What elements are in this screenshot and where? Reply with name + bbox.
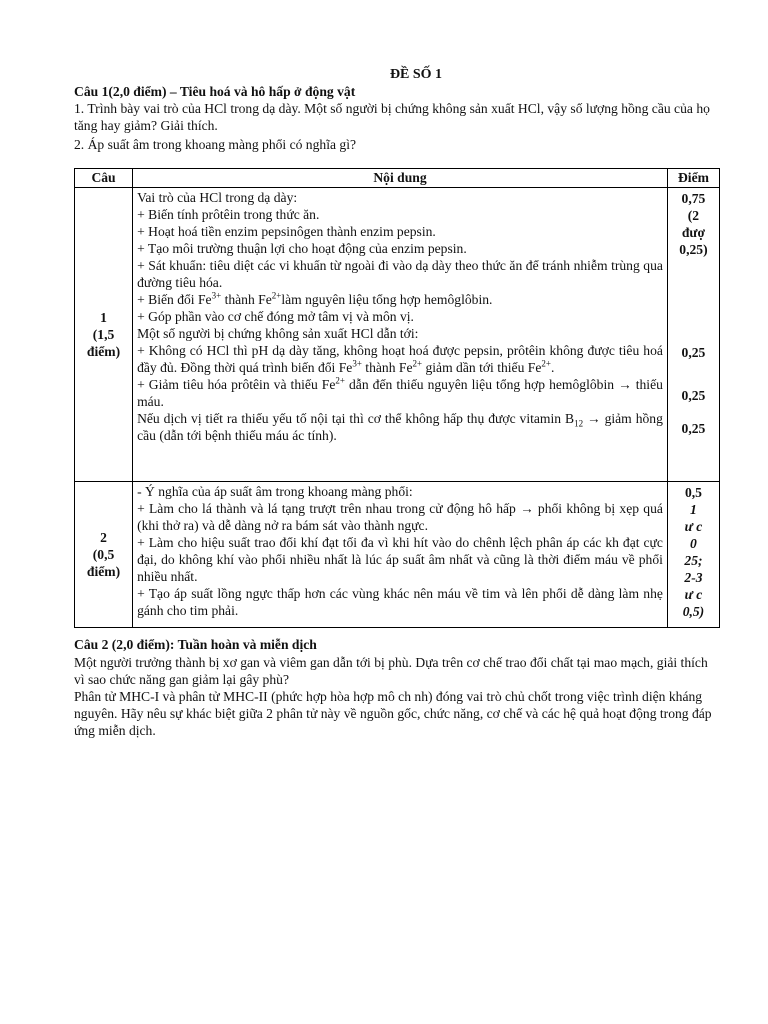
score-value: 0 [690, 536, 697, 551]
row2-content [133, 482, 668, 628]
score-value: 1 [690, 502, 697, 517]
score-value: ư c [684, 587, 703, 602]
content-line: + Góp phần vào cơ chế đóng mở tâm vị và môn vị. [137, 309, 414, 324]
score-value: 0,25 [681, 421, 706, 436]
row1-cau: 1 (1,5 điểm) [75, 188, 133, 482]
content-line: + Giảm tiêu hóa prôtêin và thiếu $Fe^{2+}$ dẫn đến thiếu nguyên liệu tổng hợp hemôglôbin → thiếu máu. [137, 375, 663, 409]
content-line: + Hoạt hoá tiền enzim pepsinôgen thành enzim pepsin. [137, 224, 436, 239]
question2-paragraph1: Một người trưởng thành bị xơ gan và viêm gan dẫn tới bị phù. Dựa trên cơ chế trao đổi chất tại mao mạch, giải thích vì sao chức năng gan giảm lại gây phù? [74, 655, 708, 687]
row2-diem [667, 482, 719, 628]
score-value: ư c [684, 519, 703, 534]
content-line: Một số người bị chứng không sản xuất HCl dẫn tới: [137, 326, 419, 341]
row2-cau: 2 (0,5 điểm) [75, 482, 133, 628]
row1-diem [667, 188, 719, 482]
content-line: + Làm cho lá thành và lá tạng trượt trên nhau trong cử động hô hấp → phổi không bị xẹp quá (khi thở ra) và dễ dàng nở ra bám sát vào thành ngực. [137, 501, 663, 533]
content-line: + Không có HCl thì pH dạ dày tăng, không hoạt hoá được pepsin, prôtêin không được tiêu hoá đầy đủ. Đồng thời quá trình biến đổi $Fe^{3+}$ thành $Fe^{2+}$ giảm dần tới thiếu $Fe^{2+}$. [137, 343, 663, 375]
score-value: 2-3 [684, 570, 703, 585]
score-value: 0,25 [681, 388, 706, 403]
score-value: đượ [681, 225, 706, 240]
score-value: (2 [687, 208, 700, 223]
score-value: 0,25 [681, 345, 706, 360]
question2-paragraph2: Phân tử MHC-I và phân tử MHC-II (phức hợp hòa hợp mô ch nh) đóng vai trò chủ chốt trong việc trình diện kháng nguyên. Hãy nêu sự khác biệt giữa 2 phân tử này về nguồn gốc, chức năng, cơ chế và các hệ quả hoạt động trong đáp ứng miễn dịch. [74, 689, 712, 738]
score-value: 0,25) [679, 242, 708, 257]
header-diem: Điểm [667, 169, 719, 188]
content-line: + Làm cho hiệu suất trao đổi khí đạt tối đa vì khi hít vào do chênh lệch phân áp các kh đạt cực đại, do không khí vào phổi nhiều nhất là lúc áp suất âm nhất và cũng là thời điểm máu về phổi nhiều nhất. [137, 535, 663, 584]
score-value: 0,75 [681, 191, 706, 206]
content-line: Vai trò của HCl trong dạ dày: [137, 190, 298, 205]
score-value: 0,5 [684, 485, 702, 500]
question1-item1: 1. Trình bày vai trò của HCl trong dạ dày. Một số người bị chứng không sản xuất HCl, vậy số lượng hồng cầu của họ tăng hay giảm? Giải thích. [74, 101, 710, 133]
content-line: + Tạo áp suất lồng ngực thấp hơn các vùng khác nên máu về tim và lên phổi dễ dàng làm nhẹ gánh cho tim phải. [137, 586, 663, 618]
content-line: + Biến tính prôtêin trong thức ăn. [137, 207, 320, 222]
exam-title: ĐỀ SỐ 1 [389, 67, 443, 82]
question2-heading: Câu 2 (2,0 điểm): Tuần hoàn và miễn dịch [74, 637, 317, 652]
header-content: Nội dung [133, 169, 668, 188]
content-line: + Sát khuẩn: tiêu diệt các vi khuẩn từ ngoài đi vào dạ dày theo thức ăn để tránh nhiễm trùng qua đường tiêu hóa. [137, 258, 663, 290]
table-row [75, 188, 720, 482]
header-cau: Câu [75, 169, 133, 188]
content-line: + Biến đổi $Fe^{3+}$ thành $Fe^{2+}làm$ nguyên liệu tổng hợp hemôglôbin. [137, 290, 493, 307]
content-line: + Tạo môi trường thuận lợi cho hoạt động của enzim pepsin. [137, 241, 467, 256]
content-line: Nếu dịch vị tiết ra thiếu yếu tố nội tại thì cơ thể không hấp thụ được vitamin $B_{12}$ → giảm hồng cầu (dẫn tới bệnh thiếu máu ác tính). [137, 411, 663, 443]
score-value: 25; [684, 553, 703, 568]
row1-content [133, 188, 668, 482]
score-value: 0,5) [682, 604, 705, 619]
table-header-row [75, 169, 720, 188]
question1-item2: 2. Áp suất âm trong khoang màng phổi có nghĩa gì? [74, 137, 357, 152]
content-line: - Ý nghĩa của áp suất âm trong khoang màng phổi: [137, 484, 413, 499]
answer-table [74, 168, 720, 628]
table-row [75, 482, 720, 628]
question1-heading: Câu 1(2,0 điểm) – Tiêu hoá và hô hấp ở động vật [74, 84, 356, 99]
